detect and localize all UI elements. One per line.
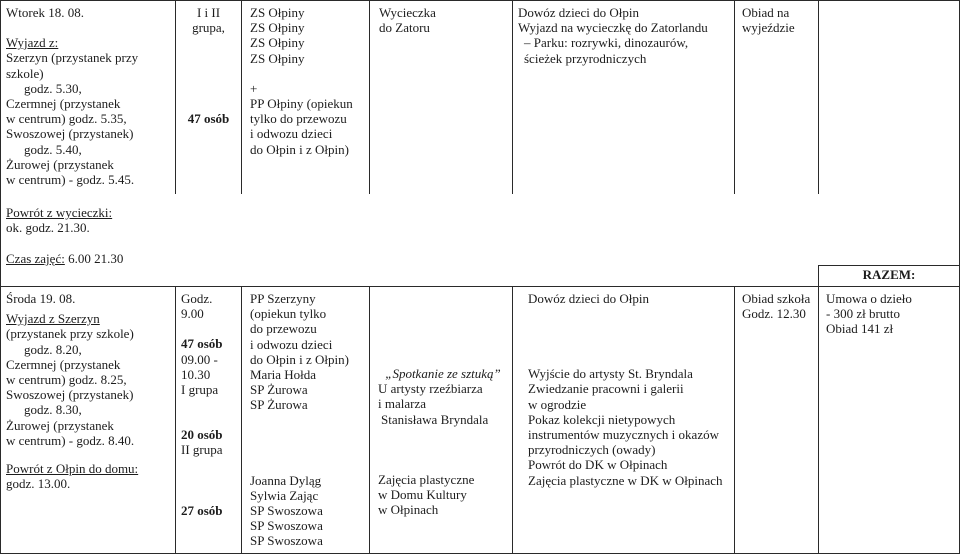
meal-line: Obiad na — [742, 5, 790, 20]
meal-line: Obiad szkoła — [742, 291, 811, 306]
slot-end: 10.30 — [181, 366, 211, 382]
departure-line: godz. 8.30, — [24, 402, 82, 418]
group-1-count: 20 osób — [181, 427, 223, 443]
departure-line: Żurowej (przystanek — [6, 417, 114, 433]
program-line: – Parku: rozrywki, dinozaurów, — [524, 35, 689, 51]
col-divider-5-bottom — [734, 286, 735, 554]
time-label: Godz. — [181, 291, 213, 306]
leader-line: do Ołpin i z Ołpin) — [250, 351, 349, 367]
day1-return-heading: Powrót z wycieczki: — [6, 205, 113, 220]
departure-line: godz. 8.20, — [24, 341, 82, 357]
col-divider-5-top — [734, 0, 735, 194]
meal-line: Godz. 12.30 — [742, 306, 806, 322]
leader-line: Sylwia Zając — [250, 487, 319, 503]
day1-group-label: grupa, — [192, 20, 225, 36]
table-border-left — [0, 0, 1, 554]
activity-line: U artysty rzeźbiarza — [378, 381, 483, 397]
extra-line: PP Ołpiny (opiekun — [250, 96, 353, 112]
extra-line: i odwozu dzieci — [250, 126, 333, 142]
departure-line: Szerzyn (przystanek przy — [6, 50, 139, 66]
day2-departure-heading: Wyjazd z Szerzyn — [6, 311, 100, 327]
program-line: instrumentów muzycznych i okazów — [528, 427, 719, 443]
activity-line: Zajęcia plastyczne — [378, 471, 475, 487]
departure-line: w centrum) godz. 8.25, — [6, 372, 127, 388]
day1-program-cell — [518, 5, 708, 66]
col-divider-4-bottom — [512, 286, 513, 554]
table-border-top — [0, 0, 960, 1]
leader-line: SP Swoszowa — [250, 503, 323, 519]
col-divider-2-top — [241, 0, 242, 194]
departure-line: Czermnej (przystanek — [6, 96, 121, 112]
day1-activity-cell — [379, 5, 436, 35]
program-line: przyrodniczych (owady) — [528, 442, 656, 458]
class-time-value: 6.00 21.30 — [68, 251, 124, 266]
day1-leaders-cell — [250, 5, 353, 157]
day2-meal-cell — [742, 291, 810, 321]
activity-1-title: „Spotkanie ze sztuką” — [385, 366, 501, 381]
class-time-label: Czas zajęć: — [6, 251, 65, 266]
activity-line: w Ołpinach — [378, 502, 439, 518]
day2-summary-cell — [826, 291, 912, 337]
departure-line: w centrum) godz. 5.35, — [6, 111, 127, 127]
program-top: Dowóz dzieci do Ołpin — [528, 291, 649, 306]
day1-return-time: ok. godz. 21.30. — [6, 220, 90, 236]
leader-name: ZS Ołpiny — [250, 5, 305, 20]
departure-line: Czermnej (przystanek — [6, 356, 121, 372]
program-line: Wyjazd na wycieczkę do Zatorlandu — [518, 20, 708, 36]
row-divider-1 — [0, 286, 960, 287]
program-line: Zajęcia plastyczne w DK w Ołpinach — [528, 472, 723, 488]
program-line: Dowóz dzieci do Ołpin — [518, 5, 639, 20]
extra-line: tylko do przewozu — [250, 111, 347, 127]
day1-group-count: 47 osób — [187, 111, 230, 127]
leader-line: SP Żurowa — [250, 397, 308, 413]
program-line: Zwiedzanie pracowni i galerii — [528, 381, 684, 397]
leader-line: SP Swoszowa — [250, 518, 323, 534]
summary-line: Obiad 141 zł — [826, 321, 894, 337]
summary-header-divider — [818, 265, 960, 266]
leader-line: SP Swoszowa — [250, 533, 323, 549]
program-line: Pokaz kolekcji nietypowych — [528, 411, 676, 427]
time-value: 9.00 — [181, 306, 204, 322]
leader-line: Joanna Dyląg — [250, 472, 322, 488]
col-divider-3-bottom — [369, 286, 370, 554]
departure-line: Swoszowej (przystanek) — [6, 126, 134, 142]
summary-line: Umowa o dzieło — [826, 291, 912, 306]
day2-count-all: 47 osób — [181, 336, 223, 352]
day2-return-time: godz. 13.00. — [6, 476, 71, 492]
activity-line: i malarza — [378, 396, 426, 412]
leader-line: do przewozu — [250, 321, 317, 337]
col-divider-4-top — [512, 0, 513, 194]
col-divider-3-top — [369, 0, 370, 194]
group-1-label: I grupa — [181, 382, 219, 398]
leader-line: PP Szerzyny — [250, 291, 316, 306]
day2-return-heading: Powrót z Ołpin do domu: — [6, 461, 139, 477]
leader-name: ZS Ołpiny — [250, 20, 305, 36]
meal-line: wyjeździe — [742, 20, 795, 36]
day2-program-cell — [528, 291, 723, 488]
day2-leaders-cell — [250, 291, 349, 549]
program-line: Wyjście do artysty St. Bryndala — [528, 366, 693, 382]
day1-meal-cell — [742, 5, 795, 35]
group-2-label: II grupa — [181, 442, 223, 458]
day2-departure-cell — [6, 291, 138, 491]
col-divider-6-top — [818, 0, 819, 194]
group-2-count: 27 osób — [181, 502, 223, 518]
leader-line: SP Żurowa — [250, 382, 308, 398]
departure-line: w centrum) - godz. 8.40. — [6, 432, 135, 448]
day1-departure-heading: Wyjazd z: — [6, 35, 59, 51]
day1-group-cell — [176, 5, 241, 127]
activity-line: w Domu Kultury — [378, 487, 467, 503]
activity-line: Stanisława Bryndala — [381, 411, 489, 427]
departure-line: szkole) — [6, 65, 44, 81]
leader-line: i odwozu dzieci — [250, 336, 333, 352]
plus-sign: + — [250, 80, 258, 96]
departure-line: godz. 5.40, — [24, 141, 82, 157]
day1-departure-cell — [6, 5, 138, 187]
col-divider-2-bottom — [241, 286, 242, 554]
activity-line: Wycieczka — [379, 5, 436, 20]
leader-line: Maria Hołda — [250, 367, 317, 383]
departure-line: w centrum) - godz. 5.45. — [6, 172, 135, 188]
day1-date: Wtorek 18. 08. — [6, 5, 84, 20]
program-line: w ogrodzie — [528, 396, 587, 412]
activity-line: do Zatoru — [379, 20, 430, 36]
col-divider-1-bottom — [175, 286, 176, 554]
departure-line: Żurowej (przystanek — [6, 156, 114, 172]
departure-line: godz. 5.30, — [24, 80, 82, 96]
day1-return-info — [6, 205, 112, 235]
departure-line: (przystanek przy szkole) — [6, 326, 134, 342]
program-line: ścieżek przyrodniczych — [524, 50, 647, 66]
slot-start: 09.00 - — [181, 351, 218, 367]
col-divider-6-bottom — [818, 265, 819, 554]
departure-line: Swoszowej (przystanek) — [6, 387, 134, 403]
day1-group-label: I i II — [196, 5, 221, 20]
leader-name: ZS Ołpiny — [250, 35, 305, 51]
day1-class-time — [6, 251, 123, 266]
summary-header: RAZEM: — [862, 267, 916, 282]
leader-name: ZS Ołpiny — [250, 50, 305, 66]
day2-time-cell — [181, 291, 223, 518]
day2-activity-cell — [378, 366, 508, 517]
leader-line: (opiekun tylko — [250, 306, 327, 322]
day2-date: Środa 19. 08. — [6, 291, 76, 306]
summary-line: - 300 zł brutto — [826, 306, 901, 322]
extra-line: do Ołpin i z Ołpin) — [250, 141, 349, 157]
program-line: Powrót do DK w Ołpinach — [528, 457, 668, 473]
